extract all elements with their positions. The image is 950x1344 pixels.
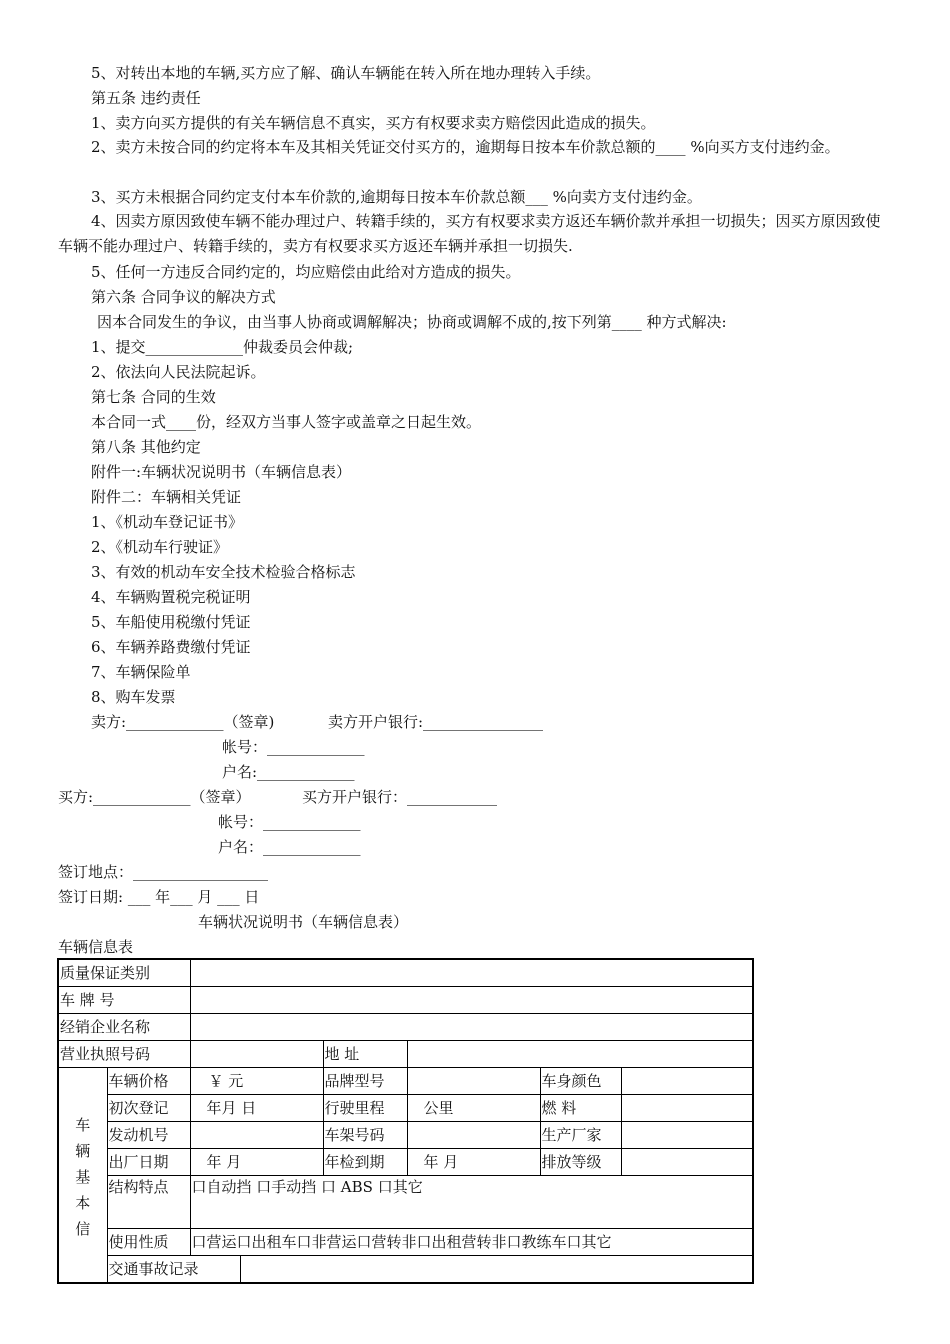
emission-level-label: 排放等级	[540, 1149, 621, 1176]
license-number-label: 营业执照号码	[58, 1041, 190, 1068]
article-8-title: 第八条 其他约定	[91, 438, 201, 456]
usage-type-options: 口营运口出租车口非营运口营转非口出租营转非口教练车口其它	[190, 1229, 753, 1256]
usage-type-label: 使用性质	[107, 1229, 190, 1256]
mileage-value: 公里	[407, 1095, 540, 1122]
buyer-account-name: 户名：_____________	[218, 838, 361, 856]
buyer-account: 帐号：_____________	[218, 813, 361, 831]
clause-5-2: 2、卖方未按合同的约定将本车及其相关凭证交付买方的，逾期每日按本车价款总额的____ %向买方支付违约金。	[91, 138, 840, 156]
quality-category-value	[190, 959, 753, 987]
attachment-2: 附件二：车辆相关凭证	[91, 488, 242, 506]
production-date-value: 年 月	[190, 1149, 323, 1176]
dealer-name-label: 经销企业名称	[58, 1014, 190, 1041]
article-5-title: 第五条 违约责任	[91, 89, 201, 107]
manufacturer-label: 生产厂家	[540, 1122, 621, 1149]
address-value	[407, 1041, 753, 1068]
body-color-value	[621, 1068, 753, 1095]
license-number-value	[190, 1041, 323, 1068]
vehicle-basic-info-label	[58, 1068, 107, 1284]
fuel-value	[621, 1095, 753, 1122]
emission-level-value	[621, 1149, 753, 1176]
plate-number-value	[190, 987, 753, 1014]
first-registration-label: 初次登记	[107, 1095, 190, 1122]
engine-number-value	[190, 1122, 323, 1149]
structure-label: 结构特点	[107, 1176, 190, 1229]
accident-record-label: 交通事故记录	[107, 1256, 240, 1284]
article-7-title: 第七条 合同的生效	[91, 388, 216, 406]
clause-5-3: 3、买方未根据合同约定支付本车价款的,逾期每日按本车价款总额___ %向卖方支付违约金。	[91, 188, 702, 206]
dealer-name-value	[190, 1014, 753, 1041]
vehicle-basic-info-text: 车辆基本信	[75, 1116, 91, 1238]
inspection-due-label: 年检到期	[323, 1149, 407, 1176]
clause-6-1: 1、提交_____________仲裁委员会仲裁;	[91, 338, 354, 356]
seller-signature: 卖方:_____________（签章)	[91, 713, 275, 731]
seller-bank: 卖方开户银行:________________	[328, 713, 544, 731]
seller-account: 帐号：_____________	[222, 738, 365, 756]
signing-date: 签订日期: ___ 年___ 月 ___ 日	[58, 888, 260, 906]
attachment-1: 附件一:车辆状况说明书（车辆信息表）	[91, 463, 352, 481]
inspection-due-value: 年 月	[407, 1149, 540, 1176]
doc-list-item: 1、《机动车登记证书》	[91, 513, 244, 531]
clause-5-4: 4、因卖方原因致使车辆不能办理过户、转籍手续的，买方有权要求卖方返还车辆价款并承担一切损失；因买方原因致使车辆不能办理过户、转籍手续的，卖方有权要求买方返还车辆并承担一切损失.	[58, 212, 881, 255]
buyer-bank: 买方开户银行：____________	[302, 788, 498, 806]
table-caption: 车辆信息表	[58, 938, 134, 956]
frame-number-value	[407, 1122, 540, 1149]
quality-category-label: 质量保证类别	[58, 959, 190, 987]
doc-list-item: 7、车辆保险单	[91, 663, 191, 681]
doc-list-item: 2、《机动车行驶证》	[91, 538, 229, 556]
clause-5-5: 5、任何一方违反合同约定的，均应赔偿由此给对方造成的损失。	[91, 263, 521, 281]
plate-number-label: 车 牌 号	[58, 987, 190, 1014]
doc-list-item: 3、有效的机动车安全技术检验合格标志	[91, 563, 356, 581]
price-label: 车辆价格	[107, 1068, 190, 1095]
clause-6-2: 2、依法向人民法院起诉。	[91, 363, 266, 381]
seller-account-name: 户名:_____________	[222, 763, 355, 781]
mileage-label: 行驶里程	[323, 1095, 407, 1122]
clause-7-text: 本合同一式____份，经双方当事人签字或盖章之日起生效。	[91, 413, 482, 431]
brand-model-label: 品牌型号	[323, 1068, 407, 1095]
brand-model-value	[407, 1068, 540, 1095]
frame-number-label: 车架号码	[323, 1122, 407, 1149]
signing-place: 签订地点：__________________	[58, 863, 269, 881]
address-label: 地 址	[323, 1041, 407, 1068]
doc-list-item: 8、购车发票	[91, 688, 176, 706]
doc-list-item: 5、车船使用税缴付凭证	[91, 613, 251, 631]
body-color-label: 车身颜色	[540, 1068, 621, 1095]
table-title: 车辆状况说明书（车辆信息表）	[198, 913, 409, 931]
article-6-title: 第六条 合同争议的解决方式	[91, 288, 276, 306]
price-value: ￥ 元	[190, 1068, 323, 1095]
production-date-label: 出厂日期	[107, 1149, 190, 1176]
doc-list-item: 4、车辆购置税完税证明	[91, 588, 251, 606]
clause-5-1: 1、卖方向买方提供的有关车辆信息不真实，买方有权要求卖方赔偿因此造成的损失。	[91, 114, 656, 132]
clause-transfer-note: 5、对转出本地的车辆,买方应了解、确认车辆能在转入所在地办理转入手续。	[91, 64, 601, 82]
accident-record-value	[240, 1256, 753, 1284]
structure-options: 口自动挡 口手动挡 口 ABS 口其它	[190, 1176, 753, 1229]
clause-6-intro: 因本合同发生的争议，由当事人协商或调解解决；协商或调解不成的,按下列第____ 种方式解决:	[97, 313, 727, 331]
manufacturer-value	[621, 1122, 753, 1149]
first-registration-value: 年月 日	[190, 1095, 323, 1122]
doc-list-item: 6、车辆养路费缴付凭证	[91, 638, 251, 656]
engine-number-label: 发动机号	[107, 1122, 190, 1149]
vehicle-info-table	[57, 958, 754, 1284]
fuel-label: 燃 料	[540, 1095, 621, 1122]
buyer-signature: 买方:_____________（签章）	[58, 788, 251, 806]
